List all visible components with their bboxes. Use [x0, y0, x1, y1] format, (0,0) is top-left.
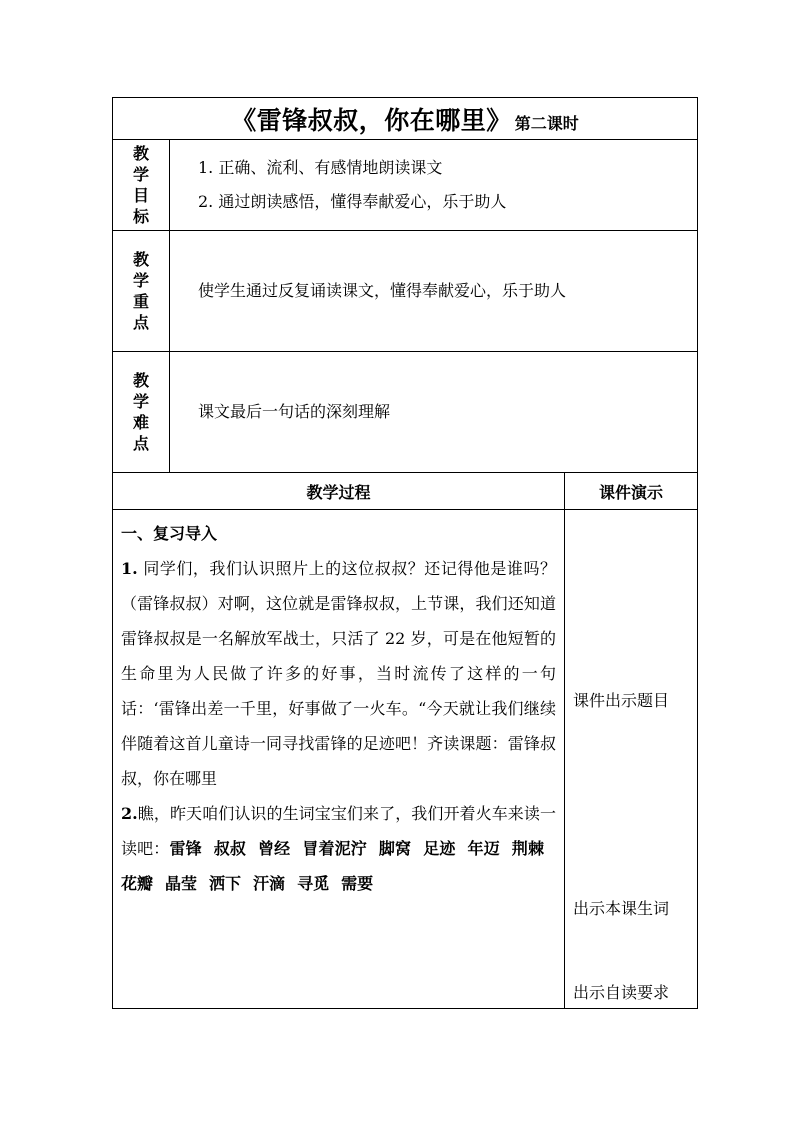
- demo-header: 课件演示: [565, 473, 698, 510]
- demo-item-title: 课件出示题目: [573, 691, 670, 710]
- paragraph-number: 1.: [121, 559, 138, 578]
- demo-item-vocab: 出示本课生词: [573, 899, 670, 918]
- vocab-word: 冒着泥泞: [302, 839, 367, 858]
- process-header: 教学过程: [113, 473, 565, 510]
- vocab-word: 汗滴: [253, 874, 286, 893]
- paragraph-text: 瞧，昨天咱们认识的生词宝宝们来了，我们开着火车来读一读吧：: [121, 804, 556, 858]
- vocab-word: 年迈: [467, 839, 500, 858]
- vocab-word: 晶莹: [165, 874, 198, 893]
- difficulty-label: 教 学 难 点: [113, 352, 170, 473]
- paragraph-number: 2.: [121, 804, 138, 823]
- difficulty-content: 课文最后一句话的深刻理解: [170, 352, 698, 473]
- lesson-period: 第二课时: [514, 113, 579, 133]
- title-row: [113, 98, 698, 140]
- vocab-word: 足迹: [423, 839, 456, 858]
- lesson-plan-table: [112, 97, 698, 1009]
- vocab-word: 叔叔: [213, 839, 247, 858]
- vocab-word: 曾经: [258, 839, 291, 858]
- goals-row: [113, 140, 698, 231]
- lesson-title: 《雷锋叔叔，你在哪里》: [231, 105, 512, 135]
- goals-label: 教 学 目 标: [113, 140, 170, 231]
- goals-content: [170, 140, 698, 231]
- goal-item: 1. 正确、流利、有感情地朗读课文: [198, 158, 443, 177]
- goal-item: 2. 通过朗读感悟，懂得奉献爱心，乐于助人: [198, 192, 507, 211]
- demo-item-reading: 出示自读要求: [573, 983, 670, 1002]
- demo-content: [565, 510, 698, 1009]
- header-row: [113, 473, 698, 510]
- vocab-word: 洒下: [209, 874, 242, 893]
- title-cell: [113, 98, 698, 140]
- paragraph-1: [121, 551, 556, 796]
- focus-label: 教 学 重 点: [113, 231, 170, 352]
- difficulty-row: [113, 352, 698, 473]
- vocab-word: 荆棘: [511, 839, 544, 858]
- vocab-word: 雷锋: [169, 839, 202, 858]
- focus-row: [113, 231, 698, 352]
- process-row: [113, 510, 698, 1009]
- vocab-word: 需要: [341, 874, 374, 893]
- process-content: [113, 510, 565, 1009]
- vocab-word: 寻觅: [297, 874, 330, 893]
- paragraph-2: [121, 796, 556, 901]
- vocab-word: 花瓣: [121, 874, 154, 893]
- vocab-word: 脚窝: [378, 839, 412, 858]
- focus-content: 使学生通过反复诵读课文，懂得奉献爱心，乐于助人: [170, 231, 698, 352]
- section-heading: 一、复习导入: [121, 524, 218, 543]
- paragraph-text: 同学们，我们认识照片上的这位叔叔？还记得他是谁吗？（雷锋叔叔）对啊，这位就是雷锋叔叔，上节课，我们还知道雷锋叔叔是一名解放军战士，只活了 22 岁，可是在他短暂的生命里为人民做了许多的好事，当时流传了这样的一句话：‘雷锋出差一千里，好事做了一火车。“今天就让我们继续伴随着这首儿童诗一同寻找雷锋的足迹吧！齐读课题：雷锋叔叔，你在哪里: [121, 559, 556, 788]
